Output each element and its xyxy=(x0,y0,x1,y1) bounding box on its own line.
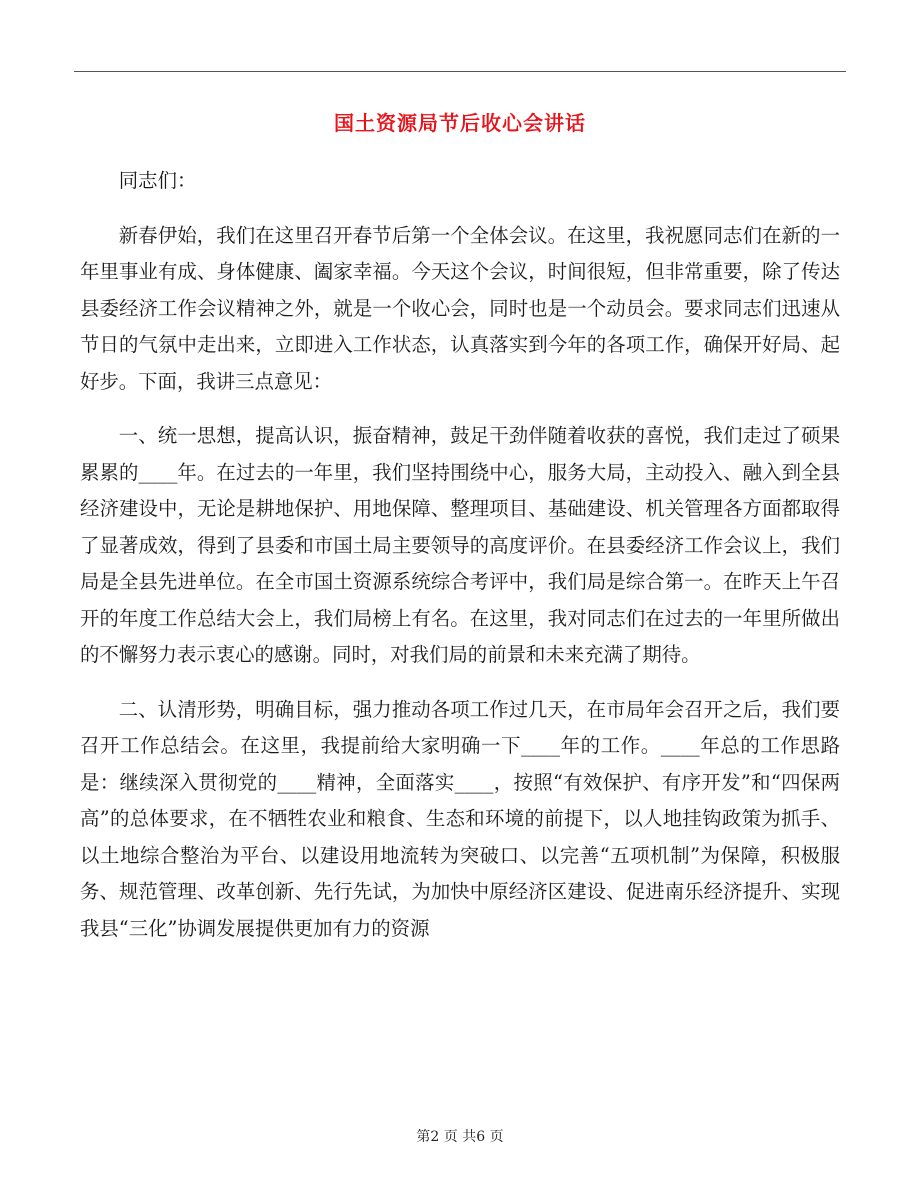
page-title: 国土资源局节后收心会讲话 xyxy=(334,111,586,135)
salutation: 同志们： xyxy=(118,169,197,192)
paragraph-intro: 新春伊始，我们在这里召开春节后第一个全体会议。在这里，我祝愿同志们在新的一年里事业有成、身体健康、阖家幸福。今天这个会议，时间很短，但非常重要，除了传达县委经济工作会议精神之外，就是一个收心会，同时也是一个动员会。要求同志们迅速从节日的气氛中走出来，立即进入工作状态，认真落实到今年的各项工作，确保开好局、起好步。下面，我讲三点意见： xyxy=(80,223,840,393)
document-body xyxy=(80,163,840,965)
paragraph-section-one: 一、统一思想，提高认识，振奋精神，鼓足干劲伴随着收获的喜悦，我们走过了硕果累累的____年。在过去的一年里，我们坚持围绕中心，服务大局，主动投入、融入到全县经济建设中，无论是耕地保护、用地保障、整理项目、基础建设、机关管理各方面都取得了显著成效，得到了县委和市国土局主要领导的高度评价。在县委经济工作会议上，我们局是全县先进单位。在全市国土资源系统综合考评中，我们局是综合第一。在昨天上午召开的年度工作总结大会上，我们局榜上有名。在这里，我对同志们在过去的一年里所做出的不懈努力表示衷心的感谢。同时，对我们局的前景和未来充满了期待。 xyxy=(80,424,840,666)
paragraph-section-two: 二、认清形势，明确目标，强力推动各项工作过几天，在市局年会召开之后，我们要召开工作总结会。在这里，我提前给大家明确一下____年的工作。____年总的工作思路是：继续深入贯彻党的____精神，全面落实____，按照“有效保护、有序开发”和“四保两高”的总体要求，在不牺牲农业和粮食、生态和环境的前提下，以人地挂钩政策为抓手、以土地综合整治为平台、以建设用地流转为突破口、以完善“五项机制”为保障，积极服务、规范管理、改革创新、先行先试，为加快中原经济区建设、促进南乐经济提升、实现我县“三化”协调发展提供更加有力的资源 xyxy=(80,697,840,940)
header-rule xyxy=(74,71,846,72)
page-number-footer: 第2 页 共6 页 xyxy=(416,1129,504,1145)
